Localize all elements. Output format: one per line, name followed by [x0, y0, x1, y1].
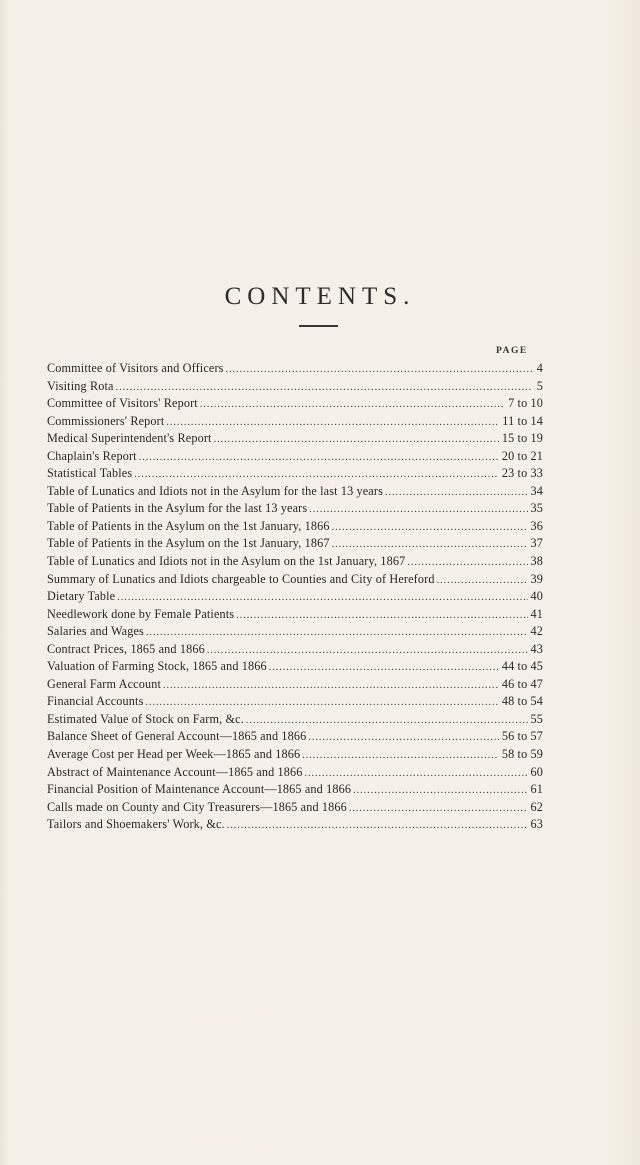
page-title: CONTENTS.	[224, 283, 416, 310]
entry-label: Table of Lunatics and Idiots not in the Asylum on the 1st January, 1867	[47, 554, 406, 569]
contents-entry	[47, 816, 543, 834]
entry-page: 7 to 10	[508, 396, 543, 411]
entry-label: Tailors and Shoemakers' Work, &c.	[47, 817, 225, 832]
entry-label: Table of Patients in the Asylum on the 1st January, 1867	[47, 536, 330, 551]
entry-page: 4	[536, 361, 543, 375]
dot-leader	[309, 501, 527, 518]
dot-leader	[146, 624, 528, 641]
entry-page: 37	[530, 536, 543, 551]
contents-entry	[47, 448, 543, 466]
dot-leader	[163, 677, 499, 694]
entry-page: 38	[530, 554, 543, 569]
entry-page: 20 to 21	[501, 448, 543, 463]
dot-leader	[117, 589, 527, 606]
contents-entry	[47, 799, 543, 817]
entry-page: 42	[530, 624, 543, 639]
contents-entry	[47, 728, 543, 746]
entry-label: Visiting Rota	[47, 378, 114, 393]
entry-label: Abstract of Maintenance Account—1865 and 1866	[47, 764, 303, 779]
dot-leader	[214, 431, 499, 448]
dot-leader	[236, 607, 527, 624]
entry-page: 62	[530, 799, 543, 814]
dot-leader	[349, 800, 528, 817]
contents-entry	[47, 588, 543, 606]
dot-leader	[246, 712, 528, 729]
entry-label: Table of Patients in the Asylum on the 1st January, 1866	[47, 518, 330, 533]
dot-leader	[308, 729, 498, 746]
contents-entry	[47, 781, 543, 799]
title-rule	[299, 325, 338, 327]
entry-page: 43	[530, 641, 543, 656]
entry-label: Estimated Value of Stock on Farm, &c.	[47, 711, 244, 726]
entry-page: 56 to 57	[501, 729, 543, 744]
entry-label: General Farm Account	[47, 676, 162, 691]
entry-label: Chaplain's Report	[47, 448, 137, 463]
contents-entry	[47, 693, 543, 711]
entry-page: 46 to 47	[501, 676, 543, 691]
dot-leader	[226, 361, 532, 378]
dot-leader	[139, 449, 499, 466]
contents-entry	[47, 518, 543, 536]
entry-page: 35	[530, 501, 543, 516]
entry-page: 55	[530, 711, 543, 726]
contents-entry	[47, 553, 543, 571]
entry-label: Dietary Table	[47, 589, 116, 604]
contents-entry	[47, 676, 543, 694]
dot-leader	[166, 414, 499, 431]
contents-entry	[47, 413, 543, 431]
entry-label: Salaries and Wages	[47, 624, 144, 639]
dot-leader	[116, 379, 532, 396]
entry-page: 39	[530, 571, 543, 586]
entry-page: 63	[530, 817, 543, 832]
entry-page: 60	[530, 764, 543, 779]
contents-entry	[47, 746, 543, 764]
contents-entry	[47, 571, 543, 589]
contents-entry	[47, 360, 543, 378]
dot-leader	[227, 817, 528, 834]
dot-leader	[200, 396, 505, 413]
entry-label: Committee of Visitors' Report	[47, 396, 198, 411]
dot-leader	[269, 659, 499, 676]
entry-label: Table of Lunatics and Idiots not in the Asylum for the last 13 years	[47, 483, 383, 498]
entry-label: Committee of Visitors and Officers	[47, 361, 224, 375]
contents-entry	[47, 465, 543, 483]
entry-page: 34	[530, 483, 543, 498]
contents-entry	[47, 378, 543, 396]
entry-label: Financial Position of Maintenance Account—1865 and 1866	[47, 782, 352, 797]
dot-leader	[437, 572, 528, 589]
contents-entry	[47, 483, 543, 501]
dot-leader	[332, 536, 528, 553]
contents-entry	[47, 658, 543, 676]
entry-label: Valuation of Farming Stock, 1865 and 1866	[47, 659, 267, 674]
entry-label: Medical Superintendent's Report	[47, 431, 212, 446]
entry-label: Contract Prices, 1865 and 1866	[47, 641, 205, 656]
entry-page: 36	[530, 518, 543, 533]
entry-label: Summary of Lunatics and Idiots chargeable to Counties and City of Hereford	[47, 571, 435, 586]
contents-entry	[47, 606, 543, 624]
contents-entry	[47, 500, 543, 518]
entry-label: Calls made on County and City Treasurers—1865 and 1866	[47, 799, 347, 814]
entry-label: Financial Accounts	[47, 694, 144, 709]
entry-page: 58 to 59	[501, 747, 543, 762]
entry-page: 11 to 14	[502, 413, 543, 428]
dot-leader	[302, 747, 499, 764]
entry-label: Commissioners' Report	[47, 413, 165, 428]
entry-label: Table of Patients in the Asylum for the last 13 years	[47, 501, 308, 516]
entry-label: Statistical Tables	[47, 466, 133, 481]
entry-page: 61	[530, 782, 543, 797]
entry-label: Average Cost per Head per Week—1865 and 1866	[47, 747, 301, 762]
dot-leader	[134, 466, 499, 483]
contents-entry	[47, 641, 543, 659]
contents-list	[47, 360, 543, 834]
dot-leader	[145, 694, 498, 711]
dot-leader	[407, 554, 527, 571]
entry-page: 48 to 54	[501, 694, 543, 709]
page-column-heading: PAGE	[496, 346, 528, 356]
contents-entry	[47, 395, 543, 413]
contents-entry	[47, 430, 543, 448]
dot-leader	[332, 519, 528, 536]
entry-page: 41	[530, 606, 543, 621]
entry-label: Balance Sheet of General Account—1865 and 1866	[47, 729, 307, 744]
contents-entry	[47, 623, 543, 641]
contents-entry	[47, 711, 543, 729]
dot-leader	[305, 765, 528, 782]
contents-entry	[47, 764, 543, 782]
dot-leader	[207, 642, 528, 659]
entry-page: 5	[536, 378, 543, 393]
entry-page: 23 to 33	[501, 466, 543, 481]
dot-leader	[353, 782, 527, 799]
entry-page: 40	[530, 589, 543, 604]
dot-leader	[385, 484, 528, 501]
entry-page: 44 to 45	[501, 659, 543, 674]
entry-label: Needlework done by Female Patients	[47, 606, 235, 621]
entry-page: 15 to 19	[501, 431, 543, 446]
contents-entry	[47, 535, 543, 553]
